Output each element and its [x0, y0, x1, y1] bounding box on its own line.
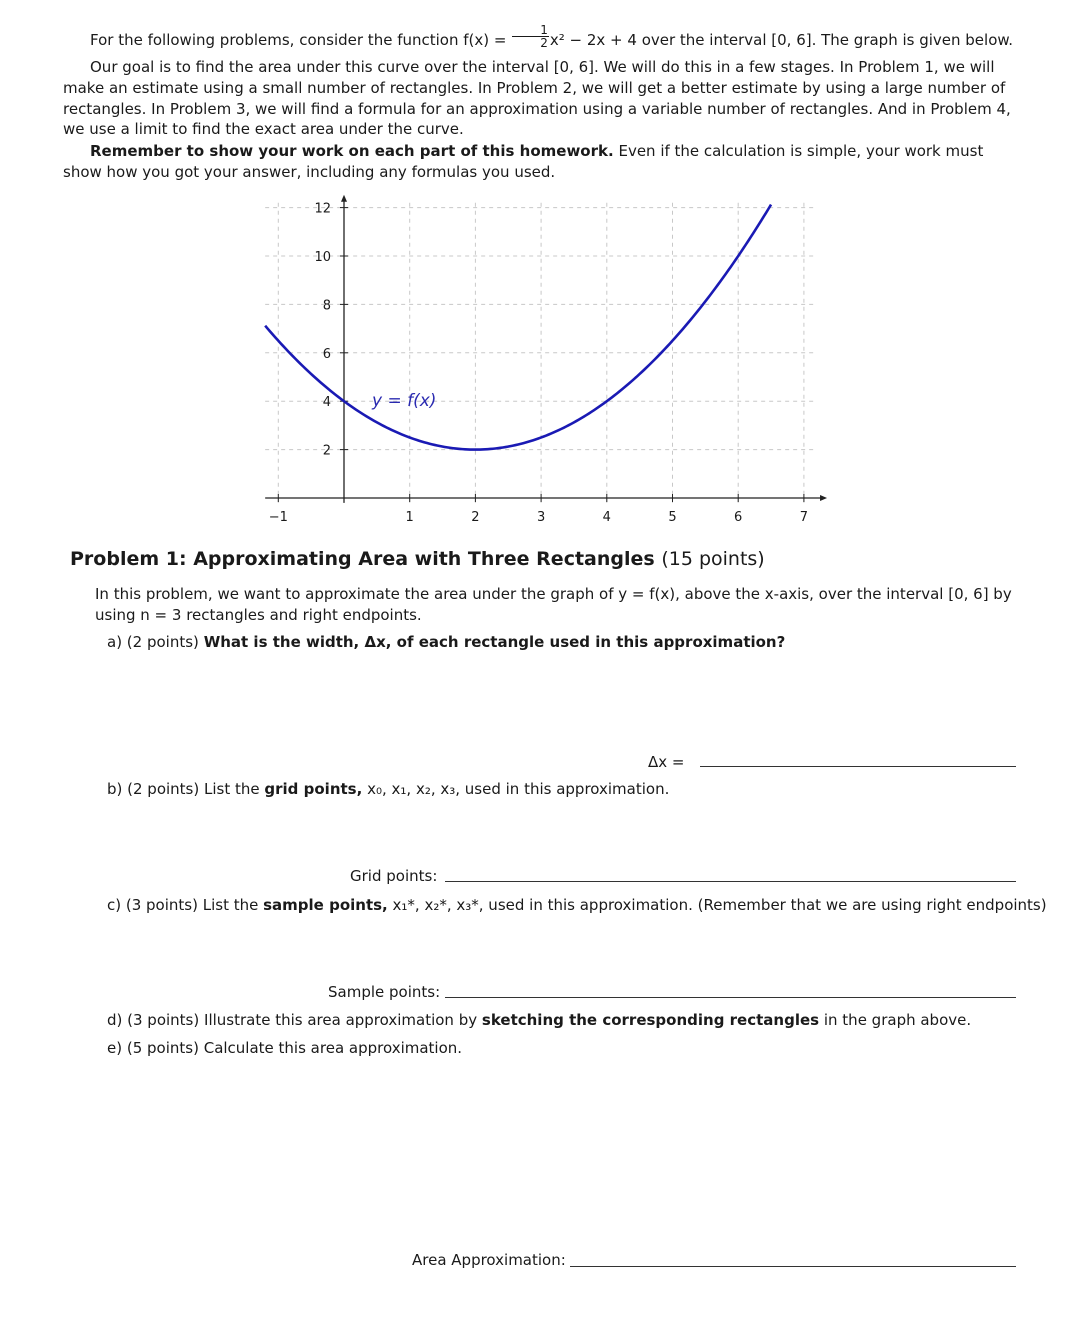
graph-axes: [265, 195, 827, 503]
part-a: [107, 633, 785, 651]
part-c-bold: sample points,: [263, 896, 388, 914]
x-tick-label: 3: [536, 510, 546, 525]
part-b: [107, 780, 669, 798]
x-axis-arrow: [820, 495, 827, 501]
x-tick-label: −1: [268, 510, 288, 525]
x-tick-label: 4: [602, 510, 611, 525]
problem-1-title: [70, 548, 765, 570]
show-work-text: Even if the calculation is simple, your work must show how you got your answer, including any formulas you used.: [63, 142, 984, 181]
y-axis-arrow: [341, 195, 347, 202]
x-tick-label: 5: [668, 510, 677, 525]
part-b-text-2: x₀, x₁, x₂, x₃, used in this approximation.: [367, 780, 670, 798]
part-e-label: e) (5 points): [107, 1039, 199, 1057]
y-tick-label: 2: [322, 443, 331, 459]
part-c: [107, 896, 1047, 914]
x-tick-label: 6: [734, 510, 743, 525]
grid-points-label: Grid points:: [350, 867, 438, 885]
sample-points-answer-line[interactable]: [445, 997, 1016, 998]
intro-text-a: For the following problems, consider the function: [90, 31, 459, 49]
area-approximation-answer-line[interactable]: [570, 1266, 1016, 1267]
x-tick-label: 2: [471, 510, 480, 525]
part-c-label: c) (3 points): [107, 896, 198, 914]
intro-paragraph-2: Our goal is to find the area under this curve over the interval [0, 6]. We will do this in a few stages. In Problem 1, we will make an estimate using a small number of rectangles. In Problem 2, we will get a better estimate by using a large number of rectangles. In Problem 3, we will find a formula for an approximation using a variable number of rectangles. And in Problem 4, we use a limit to find the exact area under the curve.: [63, 58, 1011, 139]
function-curve: [265, 205, 771, 450]
y-tick-label: 4: [322, 395, 331, 411]
problem-1-points: (15 points): [661, 548, 765, 570]
part-d-text-1: Illustrate this area approximation by: [204, 1011, 478, 1029]
function-graph: [0, 0, 1080, 540]
y-tick-label: 8: [322, 298, 331, 314]
show-work-emphasis: Remember to show your work on each part of this homework.: [90, 142, 614, 160]
part-b-text-1: List the: [204, 780, 260, 798]
delta-x-answer-line[interactable]: [700, 766, 1016, 767]
part-b-label: b) (2 points): [107, 780, 200, 798]
part-d-text-2: in the graph above.: [823, 1011, 972, 1029]
part-d-label: d) (3 points): [107, 1011, 200, 1029]
part-a-label: a) (2 points): [107, 633, 199, 651]
part-c-text-1: List the: [202, 896, 259, 914]
x-tick-label: 1: [405, 510, 414, 525]
y-tick-label: 12: [314, 201, 331, 217]
delta-x-label: Δx =: [648, 753, 685, 771]
part-e-text: Calculate this area approximation.: [203, 1039, 463, 1057]
curve-label: y = f(x): [372, 391, 437, 411]
problem-1-heading: Problem 1: Approximating Area with Three Rectangles: [70, 548, 655, 570]
part-a-question: What is the width, Δx, of each rectangle used in this approximation?: [203, 633, 786, 651]
y-tick-label: 6: [322, 346, 331, 362]
graph-tick-labels: [269, 202, 808, 525]
intro-text-b: x² − 2x + 4 over the interval [0, 6]. The graph is given below.: [549, 31, 1014, 49]
part-b-bold: grid points,: [264, 780, 363, 798]
y-tick-label: 10: [314, 250, 331, 265]
problem-1-intro: In this problem, we want to approximate the area under the graph of y = f(x), above the x-axis, over the interval [0, 6] by using n = 3 rectangles and right endpoints.: [95, 585, 1012, 624]
grid-points-answer-line[interactable]: [445, 881, 1016, 882]
part-d-bold: sketching the corresponding rectangles: [481, 1011, 820, 1029]
part-d: [107, 1011, 971, 1029]
area-approximation-label: Area Approximation:: [412, 1251, 566, 1269]
fraction-denominator: 2: [540, 36, 548, 50]
x-tick-label: 7: [799, 510, 809, 525]
fraction-numerator: 1: [512, 24, 549, 37]
part-e: [107, 1039, 462, 1057]
part-c-text-2: x₁*, x₂*, x₃*, used in this approximation. (Remember that we are using right endpoints): [392, 896, 1047, 914]
sample-points-label: Sample points:: [328, 983, 441, 1001]
function-name: f(x) =: [463, 31, 507, 49]
